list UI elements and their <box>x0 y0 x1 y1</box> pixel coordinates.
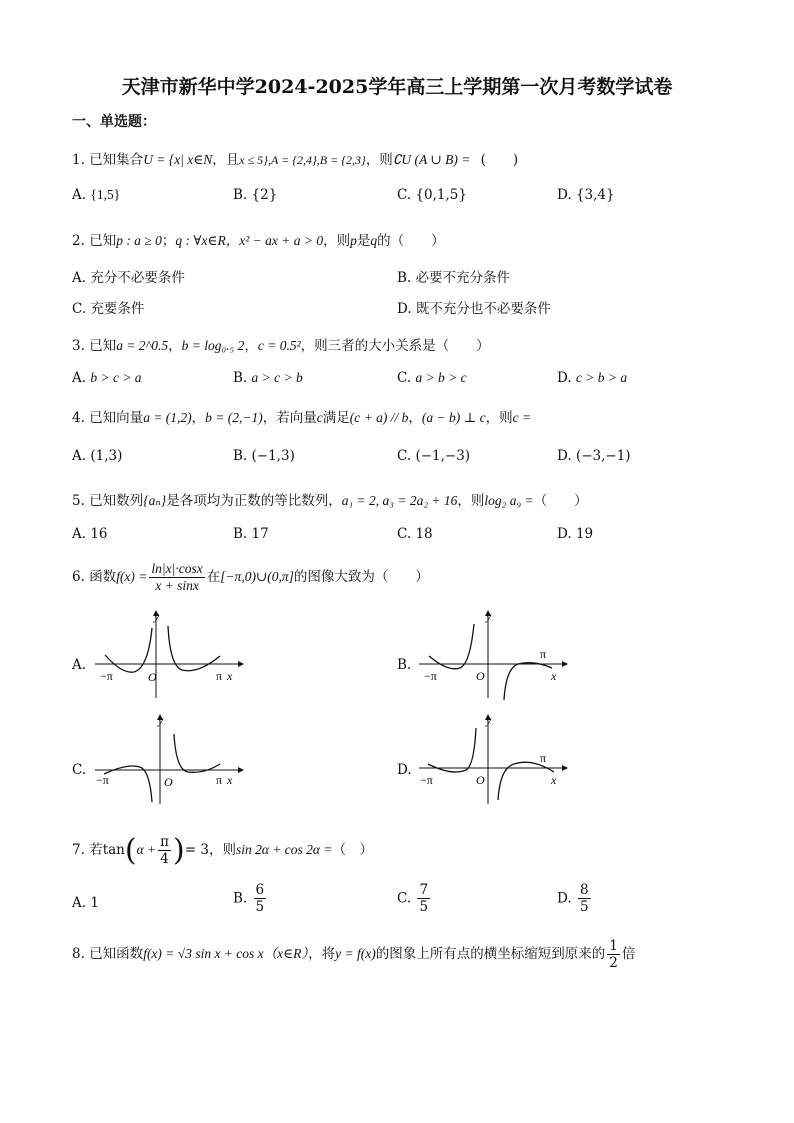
q6-option-b-graph[interactable] <box>414 608 574 703</box>
svg-text:π: π <box>540 751 547 765</box>
svg-text:y: y <box>486 713 492 727</box>
q6-option-d-label[interactable]: D. <box>397 762 412 778</box>
q4-option-c[interactable]: C. (−1,−3) <box>397 448 471 464</box>
q7-option-d[interactable]: D. $\frac{8}{5}$ <box>557 882 589 915</box>
q6-option-c-graph[interactable] <box>90 712 250 807</box>
question-2: 2. 已知p : a ≥ 0；q : ∀x∈R，x² − ax + a > 0，则p是q的（ ） <box>72 233 445 249</box>
question-8: 8. 已知函数f(x) = √3 sin x + cos x（x∈R），将y = f(x)的图象上所有点的横坐标缩短到原来的 $\frac{1}{2}$ 倍 <box>72 938 636 971</box>
q6-fraction: $\frac{\ln|x|\cdot\cos x}{x + \sin x}$ <box>151 561 203 593</box>
q6-option-d-graph[interactable] <box>414 712 574 807</box>
q4-option-b[interactable]: B. (−1,3) <box>233 448 295 464</box>
q6-option-a-graph[interactable] <box>90 608 250 703</box>
question-4: 4. 已知向量a = (1,2)，b = (2,−1)，若向量c满足(c + a) // b，(a − b) ⊥ c，则c = <box>72 410 532 426</box>
question-1 <box>72 148 518 168</box>
q1-blank: ( ) <box>480 152 519 168</box>
svg-text:O: O <box>164 775 173 789</box>
q1-condition: x ≤ 5},A = {2,4},B = {2,3} <box>239 153 366 167</box>
svg-text:O: O <box>476 773 485 787</box>
q5-option-c[interactable]: C. 18 <box>397 526 433 542</box>
q6-option-a-label[interactable]: A. <box>72 657 87 673</box>
q2-option-c[interactable]: C. 充要条件 <box>72 301 145 317</box>
q4-option-a[interactable]: A. (1,3) <box>72 448 123 464</box>
q1-option-d[interactable]: D. {3,4} <box>557 187 615 203</box>
q3-option-b[interactable]: B. a > c > b <box>233 370 303 386</box>
question-3: 3. 已知a = 2^0.5，b = log₀.₅ 2，c = 0.5²，则三者的大小关系是（ ） <box>72 338 490 354</box>
q2-option-a[interactable]: A. 充分不必要条件 <box>72 270 185 286</box>
q1-number: 1. <box>72 152 85 168</box>
section-heading: 一、单选题： <box>72 114 156 130</box>
q5-option-b[interactable]: B. 17 <box>233 526 269 542</box>
question-5: 5. 已知数列{aₙ}是各项均为正数的等比数列，a₁ = 2, a₃ = 2a₂ + 16，则log₂ a₉ =（ ） <box>72 493 588 509</box>
question-7: 7. 若tan(α + $\frac{\pi}{4}$ )= 3，则sin 2α + cos 2α =（ ） <box>72 833 373 868</box>
q3-option-c[interactable]: C. a > b > c <box>397 370 467 386</box>
svg-text:−π: −π <box>424 669 437 683</box>
svg-text:x: x <box>551 669 557 683</box>
svg-text:−π: −π <box>420 773 433 787</box>
svg-text:y: y <box>486 609 492 623</box>
svg-text:π: π <box>216 669 223 683</box>
q1-expression: ∁U (A ∪ B) = <box>392 152 471 167</box>
q1-mid: ，且 <box>212 152 240 168</box>
q1-option-c[interactable]: C. {0,1,5} <box>397 187 467 203</box>
svg-text:π: π <box>540 647 547 661</box>
svg-text:x: x <box>227 669 233 683</box>
q7-option-a[interactable]: A. 1 <box>72 895 99 911</box>
q5-option-a[interactable]: A. 16 <box>72 526 108 542</box>
svg-text:x: x <box>227 773 233 787</box>
q1-then: ，则 <box>365 152 393 168</box>
q3-option-d[interactable]: D. c > b > a <box>557 370 628 386</box>
q4-option-d[interactable]: D. (−3,−1) <box>557 448 631 464</box>
q1-option-a[interactable]: A. {1,5} <box>72 187 121 203</box>
question-6: 6. 函数f(x) = $\frac{\ln|x|\cdot\cos x}{x + \sin x}$ 在[−π,0)∪(0,π]的图像大致为（ ） <box>72 561 429 593</box>
svg-text:O: O <box>148 670 157 684</box>
q6-option-b-label[interactable]: B. <box>397 657 412 673</box>
q1-set-u: U = {x| x∈N <box>143 152 213 167</box>
svg-text:−π: −π <box>96 773 109 787</box>
q1-text: 已知集合 <box>89 152 144 168</box>
q5-option-d[interactable]: D. 19 <box>557 526 594 542</box>
q2-option-d[interactable]: D. 既不充分也不必要条件 <box>397 301 551 317</box>
q2-option-b[interactable]: B. 必要不充分条件 <box>397 270 511 286</box>
q7-option-b[interactable]: B. $\frac{6}{5}$ <box>233 882 265 915</box>
q3-option-a[interactable]: A. b > c > a <box>72 370 142 386</box>
svg-text:x: x <box>551 773 557 787</box>
q7-option-c[interactable]: C. $\frac{7}{5}$ <box>397 882 429 915</box>
svg-text:y: y <box>154 609 160 623</box>
page-title: 天津市新华中学2024-2025学年高三上学期第一次月考数学试卷 <box>121 76 673 98</box>
svg-text:π: π <box>216 773 223 787</box>
q1-option-b[interactable]: B. {2} <box>233 187 278 203</box>
svg-text:y: y <box>158 713 164 727</box>
svg-text:−π: −π <box>100 669 113 683</box>
q6-option-c-label[interactable]: C. <box>72 762 87 778</box>
svg-text:O: O <box>476 669 485 683</box>
